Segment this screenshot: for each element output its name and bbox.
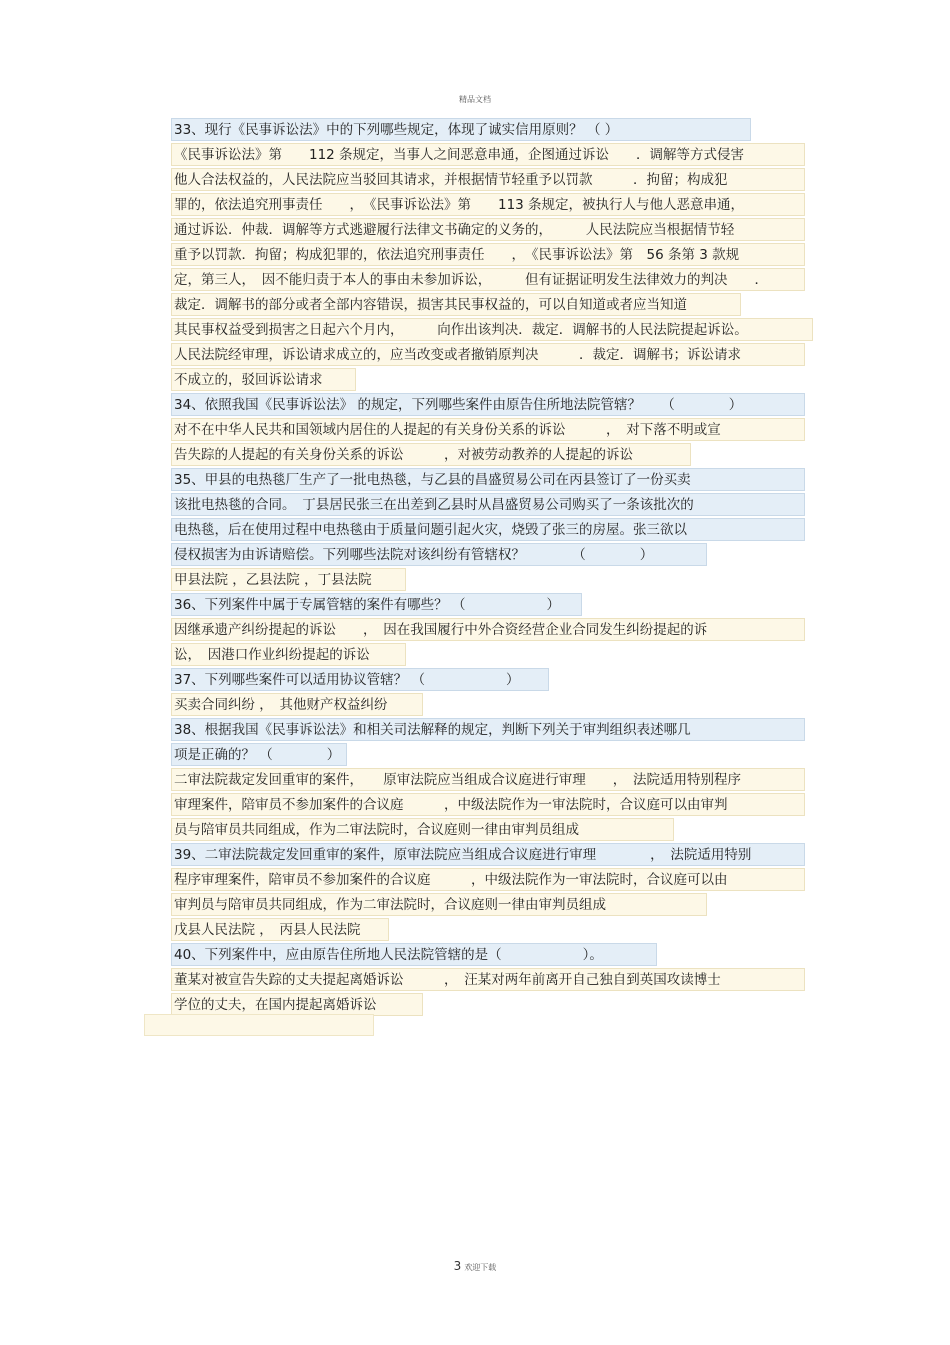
line-23: 37、下列哪些案件可以适用协议管辖？ （ ） xyxy=(171,668,549,691)
line-33: 戊县人民法院 ， 丙县人民法院 xyxy=(171,918,389,941)
page-header: 精品文档 xyxy=(459,95,491,104)
line-19: 甲县法院 ，乙县法院 ，丁县法院 xyxy=(171,568,406,591)
line-2: 《民事诉讼法》第 112 条规定，当事人之间恶意串通，企图通过诉讼 ．调解等方式侵害 xyxy=(171,143,805,166)
line-21: 因继承遗产纠纷提起的诉讼 ， 因在我国履行中外合资经营企业合同发生纠纷提起的诉 xyxy=(171,618,805,641)
line-36: 学位的丈夫，在国内提起离婚诉讼 xyxy=(171,993,423,1016)
line-13: 对不在中华人民共和国领域内居住的人提起的有关身份关系的诉讼 ， 对下落不明或宣 xyxy=(171,418,805,441)
line-15: 35、甲县的电热毯厂生产了一批电热毯，与乙县的昌盛贸易公司在丙县签订了一份买卖 xyxy=(171,468,805,491)
line-6: 重予以罚款．拘留；构成犯罪的，依法追究刑事责任 ， 《民事诉讼法》第 56 条第 3 款规 xyxy=(171,243,805,266)
line-17: 电热毯，后在使用过程中电热毯由于质量问题引起火灾，烧毁了张三的房屋。张三欲以 xyxy=(171,518,805,541)
line-34: 40、下列案件中，应由原告住所地人民法院管辖的是（ ）。 xyxy=(171,943,657,966)
line-22: 讼， 因港口作业纠纷提起的诉讼 xyxy=(171,643,406,666)
empty-highlight-block xyxy=(144,1014,374,1036)
line-5: 通过诉讼．仲裁．调解等方式逃避履行法律文书确定的义务的， 人民法院应当根据情节轻 xyxy=(171,218,805,241)
line-16: 该批电热毯的合同。 丁县居民张三在出差到乙县时从昌盛贸易公司购买了一条该批次的 xyxy=(171,493,805,516)
line-10: 人民法院经审理，诉讼请求成立的，应当改变或者撤销原判决 ．裁定．调解书；诉讼请求 xyxy=(171,343,805,366)
line-27: 二审法院裁定发回重审的案件， 原审法院应当组成合议庭进行审理 ， 法院适用特别程序 xyxy=(171,768,805,791)
line-9: 其民事权益受到损害之日起六个月内， 向作出该判决．裁定．调解书的人民法院提起诉讼。 xyxy=(171,318,813,341)
line-8: 裁定．调解书的部分或者全部内容错误，损害其民事权益的，可以自知道或者应当知道 xyxy=(171,293,741,316)
line-4: 罪的，依法追究刑事责任 ， 《民事诉讼法》第 113 条规定，被执行人与他人恶意串通， xyxy=(171,193,805,216)
line-29: 员与陪审员共同组成，作为二审法院时，合议庭则一律由审判员组成 xyxy=(171,818,674,841)
line-35: 董某对被宣告失踪的丈夫提起离婚诉讼 ， 汪某对两年前离开自己独自到英国攻读博士 xyxy=(171,968,805,991)
footer-text: 欢迎下载 xyxy=(464,1263,497,1272)
line-32: 审判员与陪审员共同组成，作为二审法院时，合议庭则一律由审判员组成 xyxy=(171,893,707,916)
page-number: 3 xyxy=(453,1259,462,1273)
line-18: 侵权损害为由诉请赔偿。下列哪些法院对该纠纷有管辖权？ （ ） xyxy=(171,543,707,566)
line-12: 34、依照我国《民事诉讼法》 的规定，下列哪些案件由原告住所地法院管辖？ （ ） xyxy=(171,393,805,416)
line-3: 他人合法权益的，人民法院应当驳回其请求，并根据情节轻重予以罚款 ．拘留；构成犯 xyxy=(171,168,805,191)
line-7: 定，第三人， 因不能归责于本人的事由未参加诉讼， 但有证据证明发生法律效力的判决 ． xyxy=(171,268,805,291)
line-14: 告失踪的人提起的有关身份关系的诉讼 ，对被劳动教养的人提起的诉讼 xyxy=(171,443,691,466)
line-11: 不成立的，驳回诉讼请求 xyxy=(171,368,356,391)
line-20: 36、下列案件中属于专属管辖的案件有哪些？ （ ） xyxy=(171,593,582,616)
line-25: 38、根据我国《民事诉讼法》和相关司法解释的规定，判断下列关于审判组织表述哪几 xyxy=(171,718,805,741)
line-31: 程序审理案件，陪审员不参加案件的合议庭 ，中级法院作为一审法院时，合议庭可以由 xyxy=(171,868,805,891)
line-24: 买卖合同纠纷 ， 其他财产权益纠纷 xyxy=(171,693,423,716)
line-30: 39、二审法院裁定发回重审的案件，原审法院应当组成合议庭进行审理 ， 法院适用特别 xyxy=(171,843,805,866)
page-footer xyxy=(0,1259,950,1273)
line-26: 项是正确的？ （ ） xyxy=(171,743,347,766)
line-28: 审理案件，陪审员不参加案件的合议庭 ，中级法院作为一审法院时，合议庭可以由审判 xyxy=(171,793,805,816)
line-1: 33、现行《民事诉讼法》中的下列哪些规定，体现了诚实信用原则？ （ ） xyxy=(171,118,751,141)
